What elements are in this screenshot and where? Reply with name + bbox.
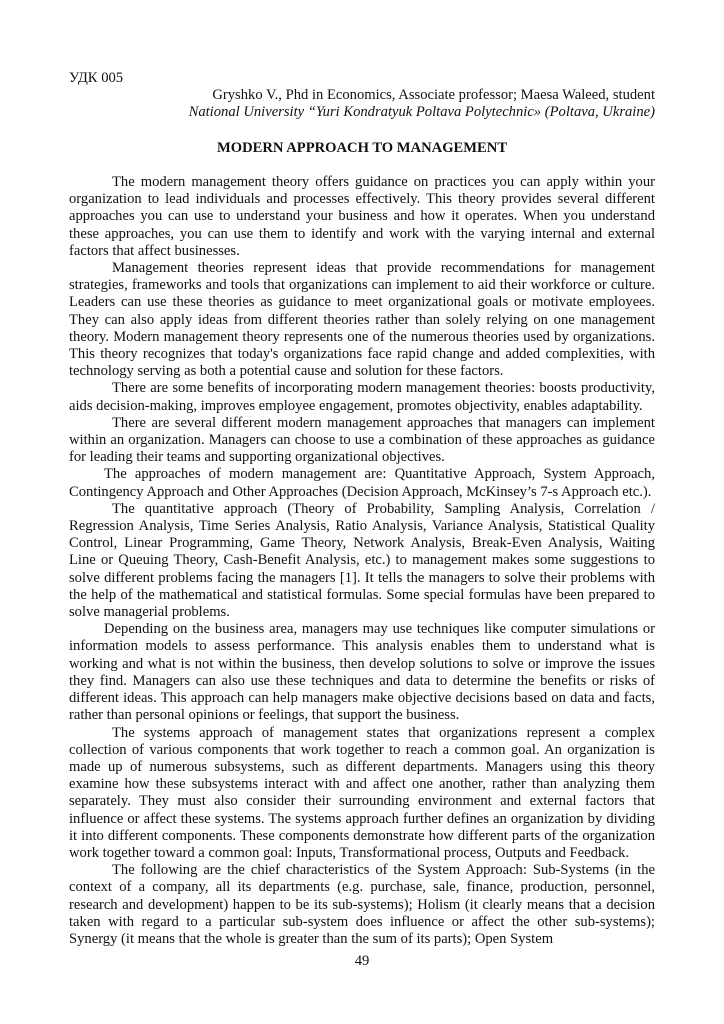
authors-line: Gryshko V., Phd in Economics, Associate professor; Maesa Waleed, student	[212, 87, 655, 103]
paragraph: The approaches of modern management are: Quantitative Approach, System Approach, Contingency Approach and Other Approaches (Decision Approach, McKinsey’s 7-s Approach etc.).	[69, 466, 655, 500]
paragraph: The modern management theory offers guidance on practices you can apply within your organization to lead individuals and processes effectively. This theory provides several different approaches you can use to understand your business and how it operates. When you understand these approaches, you can use them to identify and work with the varying internal and external factors that affect businesses.	[69, 174, 655, 259]
article-body	[69, 174, 655, 948]
udk-code: УДК 005	[69, 70, 124, 86]
paragraph: Management theories represent ideas that provide recommendations for management strategies, frameworks and tools that organizations can implement to aid their workforce or culture. Leaders can use these theories as guidance to meet organizational goals or motivate employees. They can also apply ideas from different theories rather than solely relying on one management theory. Modern management theory represents one of the numerous theories used by organizations. This theory recognizes that today's organizations face rapid change and added complexities, with technology serving as both a potential cause and solution for these factors.	[69, 260, 655, 380]
paper-title: MODERN APPROACH TO MANAGEMENT	[216, 140, 508, 156]
paragraph: Depending on the business area, managers may use techniques like computer simulations or information models to assess performance. This analysis enables them to understand what is working and what is not within the business, then develop solutions to solve or improve the issues they find. Managers can also use these techniques and data to determine the benefits or risks of different ideas. This approach can help managers make objective decisions based on data and facts, rather than personal opinions or feelings, that support the business.	[69, 621, 655, 724]
page-number: 49	[354, 953, 370, 969]
affiliation-line: National University “Yuri Kondratyuk Poltava Polytechnic» (Poltava, Ukraine)	[188, 104, 655, 120]
paragraph: The quantitative approach (Theory of Probability, Sampling Analysis, Correlation / Regression Analysis, Time Series Analysis, Ratio Analysis, Variance Analysis, Statistical Quality Control, Linear Programming, Game Theory, Network Analysis, Break-Even Analysis, Waiting Line or Queuing Theory, Cash-Benefit Analysis, etc.) to management makes some suggestions to solve different problems facing the managers [1]. It tells the managers to solve their problems with the help of the mathematical and statistical formulas. Some special formulas have been prepared to solve managerial problems.	[69, 500, 655, 621]
paragraph: The following are the chief characteristics of the System Approach: Sub-Systems (in the context of a company, all its departments (e.g. purchase, sale, finance, production, personnel, research and development) happen to be its sub-systems); Holism (it clearly means that a decision taken with regard to a particular sub-system does influence or affect the other sub-systems); Synergy (it means that the whole is greater than the sum of its parts); Open System	[69, 862, 655, 947]
paragraph: There are several different modern management approaches that managers can implement within an organization. Managers can choose to use a combination of these approaches as guidance for leading their teams and supporting organizational objectives.	[69, 414, 655, 466]
paragraph: There are some benefits of incorporating modern management theories: boosts productivity, aids decision-making, improves employee engagement, promotes objectivity, enables adaptability.	[69, 380, 655, 414]
paragraph: The systems approach of management states that organizations represent a complex collection of various components that work together to reach a common goal. An organization is made up of numerous subsystems, such as different departments. Managers using this theory examine how these subsystems interact with and affect one another, rather than analyzing them separately. They must also consider their surrounding environment and external factors that influence or affect these systems. The systems approach further defines an organization by dividing it into different components. These components demonstrate how different parts of the organization work together toward a common goal: Inputs, Transformational process, Outputs and Feedback.	[69, 724, 655, 861]
